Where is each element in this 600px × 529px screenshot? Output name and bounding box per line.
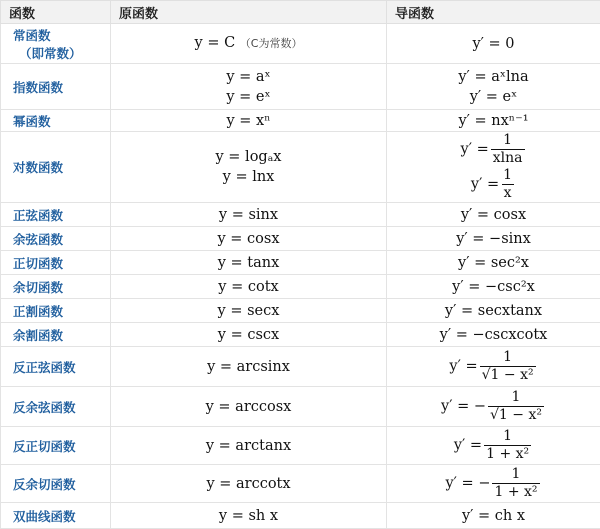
fraction-denominator: √1 − x² — [488, 406, 544, 424]
table-row — [1, 132, 600, 203]
derivative-prefix: y′ = — [454, 438, 482, 454]
table-row — [1, 203, 600, 227]
derivative-formula: y′ = ch x — [387, 506, 600, 526]
derivative-cell — [387, 427, 600, 465]
function-name-cell — [1, 275, 111, 299]
fraction — [480, 349, 536, 384]
original-formula-text: y = arcsinx — [207, 359, 290, 375]
derivative-formula — [387, 428, 600, 463]
fraction-numerator: 1 — [510, 389, 523, 406]
derivative-formula: y′ = −csc²x — [387, 277, 600, 297]
original-function-cell — [111, 251, 387, 275]
header-original: 原函数 — [111, 1, 387, 24]
fraction-denominator: √1 − x² — [480, 366, 536, 384]
original-formula — [111, 474, 386, 494]
original-formula — [111, 111, 386, 131]
derivative-formula: y′ = nxⁿ⁻¹ — [387, 111, 600, 131]
derivative-cell — [387, 465, 600, 503]
table-body — [1, 24, 600, 529]
derivative-formula — [387, 132, 600, 167]
function-name: 反正弦函数 — [13, 360, 76, 375]
table-row — [1, 323, 600, 347]
original-formula — [111, 325, 386, 345]
derivative-cell — [387, 299, 600, 323]
derivative-cell — [387, 275, 600, 299]
function-name: 反余切函数 — [13, 477, 76, 492]
fraction — [501, 167, 514, 202]
original-function-cell — [111, 275, 387, 299]
fraction-denominator: 1 + x² — [484, 445, 531, 463]
original-formula-text: y = arccotx — [206, 476, 290, 492]
derivative-formula: y′ = aˣlna — [387, 67, 600, 87]
original-formula — [111, 397, 386, 417]
derivative-formula: y′ = cosx — [387, 205, 600, 225]
table-row — [1, 427, 600, 465]
original-formula — [111, 87, 386, 107]
function-name-cell — [1, 132, 111, 203]
header-function: 函数 — [1, 1, 111, 24]
derivative-formula — [387, 466, 600, 501]
function-name-cell — [1, 427, 111, 465]
function-name: 反正切函数 — [13, 439, 76, 454]
fraction-numerator: 1 — [501, 167, 514, 184]
table-row — [1, 387, 600, 427]
fraction — [484, 428, 531, 463]
original-function-cell — [111, 323, 387, 347]
derivative-prefix: y′ = — [471, 177, 499, 193]
table-row — [1, 503, 600, 529]
derivative-formula: y′ = eˣ — [387, 87, 600, 107]
function-name: 正割函数 — [13, 304, 63, 319]
function-name-cell — [1, 203, 111, 227]
table-row — [1, 227, 600, 251]
original-formula-text: y = arctanx — [206, 438, 291, 454]
original-formula — [111, 357, 386, 377]
derivative-formula: y′ = sec²x — [387, 253, 600, 273]
function-name: 正弦函数 — [13, 208, 63, 223]
original-function-cell — [111, 299, 387, 323]
original-formula — [111, 506, 386, 526]
fraction-numerator: 1 — [501, 428, 514, 445]
function-name: 余弦函数 — [13, 232, 63, 247]
derivative-formula: y′ = secxtanx — [387, 301, 600, 321]
function-name: 指数函数 — [13, 80, 63, 95]
derivative-cell — [387, 251, 600, 275]
fraction-numerator: 1 — [510, 466, 523, 483]
original-formula — [111, 205, 386, 225]
derivative-formula — [387, 389, 600, 424]
fraction-denominator: x — [502, 184, 514, 202]
original-formula-text: y = sh x — [219, 508, 278, 524]
original-formula-text: y = cotx — [218, 279, 278, 295]
original-formula — [111, 253, 386, 273]
derivative-prefix: y′ = − — [445, 476, 490, 492]
derivative-formula — [387, 167, 600, 202]
function-name: 正切函数 — [13, 256, 63, 271]
original-formula — [111, 147, 386, 167]
fraction — [492, 466, 539, 501]
function-name-cell — [1, 465, 111, 503]
original-formula-text: y = C — [195, 35, 236, 51]
original-formula-text: y = cosx — [217, 231, 279, 247]
function-name-cell — [1, 323, 111, 347]
original-function-cell — [111, 203, 387, 227]
function-name: 对数函数 — [13, 160, 63, 175]
function-name: 余割函数 — [13, 328, 63, 343]
table-row — [1, 347, 600, 387]
table-row — [1, 251, 600, 275]
derivative-cell — [387, 347, 600, 387]
original-formula-text: y = sinx — [219, 207, 278, 223]
derivative-cell — [387, 64, 600, 110]
original-formula — [111, 67, 386, 87]
fraction-denominator: xlna — [491, 149, 525, 167]
original-formula — [111, 33, 386, 54]
derivative-formula — [387, 349, 600, 384]
original-function-cell — [111, 24, 387, 64]
derivative-prefix: y′ = — [461, 142, 489, 158]
original-function-cell — [111, 465, 387, 503]
original-formula-text: y = secx — [218, 303, 280, 319]
derivative-cell — [387, 387, 600, 427]
fraction-numerator: 1 — [501, 349, 514, 366]
original-formula — [111, 277, 386, 297]
original-function-cell — [111, 132, 387, 203]
derivative-cell — [387, 227, 600, 251]
function-name-cell — [1, 64, 111, 110]
derivative-cell — [387, 503, 600, 529]
original-formula — [111, 167, 386, 187]
original-function-cell — [111, 387, 387, 427]
derivative-cell — [387, 132, 600, 203]
table-row — [1, 275, 600, 299]
function-name-cell — [1, 251, 111, 275]
function-name: 常函数 — [13, 28, 51, 43]
derivative-cell — [387, 323, 600, 347]
derivative-prefix: y′ = − — [441, 399, 486, 415]
function-name-cell — [1, 227, 111, 251]
original-function-cell — [111, 427, 387, 465]
table-row — [1, 465, 600, 503]
function-name: 余切函数 — [13, 280, 63, 295]
derivative-cell — [387, 24, 600, 64]
constant-note: （C为常数） — [240, 37, 303, 50]
function-name-sub: （即常数） — [13, 44, 110, 62]
function-name-cell — [1, 387, 111, 427]
original-formula-text: y = aˣ — [226, 69, 270, 85]
function-name: 双曲线函数 — [13, 509, 76, 524]
table-row — [1, 110, 600, 132]
function-name: 幂函数 — [13, 114, 51, 129]
original-function-cell — [111, 347, 387, 387]
derivative-cell — [387, 110, 600, 132]
function-name: 反余弦函数 — [13, 400, 76, 415]
fraction-denominator: 1 + x² — [492, 483, 539, 501]
original-function-cell — [111, 110, 387, 132]
derivative-formula: y′ = 0 — [387, 34, 600, 54]
derivative-formula: y′ = −cscxcotx — [387, 325, 600, 345]
original-function-cell — [111, 503, 387, 529]
original-formula-text: y = eˣ — [226, 89, 270, 105]
original-formula-text: y = arccosx — [206, 399, 292, 415]
original-formula — [111, 301, 386, 321]
fraction — [491, 132, 525, 167]
original-function-cell — [111, 64, 387, 110]
original-formula-text: y = lnx — [223, 169, 275, 185]
function-name-cell — [1, 299, 111, 323]
function-name-cell — [1, 347, 111, 387]
derivative-prefix: y′ = — [449, 359, 477, 375]
original-formula-text: y = tanx — [218, 255, 280, 271]
fraction — [488, 389, 544, 424]
table-row — [1, 24, 600, 64]
derivative-cell — [387, 203, 600, 227]
original-formula-text: y = logₐx — [216, 149, 282, 165]
original-formula-text: y = xⁿ — [226, 113, 270, 129]
function-name-cell — [1, 503, 111, 529]
table-row — [1, 299, 600, 323]
original-function-cell — [111, 227, 387, 251]
fraction-numerator: 1 — [501, 132, 514, 149]
function-name-cell — [1, 110, 111, 132]
original-formula — [111, 229, 386, 249]
table-row — [1, 64, 600, 110]
header-derivative: 导函数 — [387, 1, 600, 24]
original-formula — [111, 436, 386, 456]
derivative-formula: y′ = −sinx — [387, 229, 600, 249]
original-formula-text: y = cscx — [218, 327, 279, 343]
function-name-cell — [1, 24, 111, 64]
header-row — [1, 1, 600, 24]
